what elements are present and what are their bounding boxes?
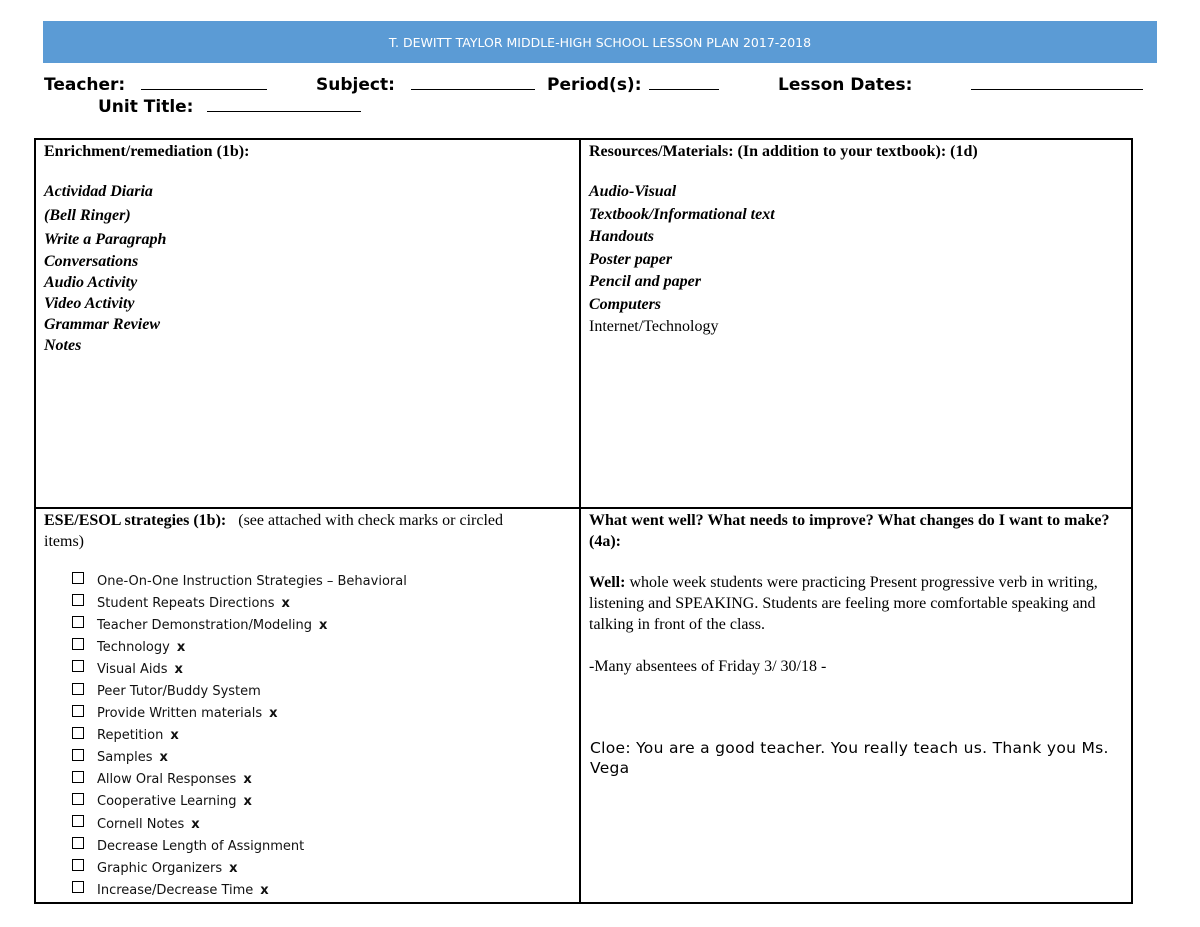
resource-item: Handouts xyxy=(589,228,654,245)
checklist-item xyxy=(72,680,407,702)
check-mark: x xyxy=(229,860,238,876)
check-mark: x xyxy=(174,661,183,677)
ese-cell xyxy=(44,510,574,552)
grid-divider-vertical xyxy=(579,138,581,904)
checklist-label: Allow Oral Responses xyxy=(97,772,237,788)
enrichment-item: Video Activity xyxy=(44,295,135,312)
subject-blank[interactable] xyxy=(411,75,535,90)
enrichment-item: Write a Paragraph xyxy=(44,231,167,248)
ese-note: (see attached with check marks or circled xyxy=(238,512,503,529)
ese-heading: ESE/ESOL strategies (1b): xyxy=(44,512,227,529)
banner-title: T. DEWITT TAYLOR MIDDLE-HIGH SCHOOL LESSON PLAN 2017-2018 xyxy=(388,34,812,50)
period-blank[interactable] xyxy=(649,75,719,90)
subject-field xyxy=(316,75,535,95)
checkbox[interactable] xyxy=(72,660,84,672)
checklist-label: Repetition xyxy=(97,728,164,744)
enrichment-item: Grammar Review xyxy=(44,316,160,333)
checkbox[interactable] xyxy=(72,616,84,628)
teacher-label: Teacher: xyxy=(44,75,126,95)
checklist-label: Student Repeats Directions xyxy=(97,595,275,611)
subject-label: Subject: xyxy=(316,75,395,95)
enrichment-cell xyxy=(44,141,574,356)
resource-item: Pencil and paper xyxy=(589,273,701,290)
lesson-dates-blank-wrap xyxy=(971,75,1143,95)
checklist-item xyxy=(72,614,407,636)
checkbox[interactable] xyxy=(72,705,84,717)
unit-title-field xyxy=(98,97,361,117)
checkbox[interactable] xyxy=(72,749,84,761)
check-mark: x xyxy=(191,816,200,832)
checklist-label: Samples xyxy=(97,750,153,766)
checkbox[interactable] xyxy=(72,727,84,739)
strategy-checklist xyxy=(72,570,407,901)
checklist-item xyxy=(72,791,407,813)
checklist-label: Technology xyxy=(97,639,170,655)
enrichment-item: Notes xyxy=(44,337,82,354)
checklist-label: Cornell Notes xyxy=(97,816,185,832)
enrichment-item: Conversations xyxy=(44,253,139,270)
checklist-item xyxy=(72,747,407,769)
resource-item: Computers xyxy=(589,295,662,313)
checkbox[interactable] xyxy=(72,638,84,650)
checklist-item xyxy=(72,769,407,791)
student-comment: Cloe: You are a good teacher. You really teach us. Thank you Ms. Vega xyxy=(590,739,1109,777)
check-mark: x xyxy=(319,617,328,633)
reflection-cell xyxy=(589,510,1129,677)
teacher-blank[interactable] xyxy=(141,75,267,90)
checkbox[interactable] xyxy=(72,837,84,849)
well-text: whole week students were practicing Present progressive verb in writing, listening and SPEAKING. Students are feeling more comfortable speaking and talking in front of the class. xyxy=(589,574,1098,633)
resources-cell xyxy=(589,141,1125,337)
check-mark: x xyxy=(159,750,168,766)
checklist-label: Graphic Organizers xyxy=(97,860,223,876)
enrichment-heading: Enrichment/remediation (1b): xyxy=(44,143,250,160)
checkbox[interactable] xyxy=(72,594,84,606)
checklist-item xyxy=(72,570,407,592)
checklist-label: One-On-One Instruction Strategies – Behavioral xyxy=(97,573,407,589)
checklist-item xyxy=(72,879,407,901)
checklist-item xyxy=(72,658,407,680)
checklist-item xyxy=(72,813,407,835)
lesson-dates-blank[interactable] xyxy=(971,75,1143,90)
well-paragraph xyxy=(589,572,1129,635)
well-label: Well: xyxy=(589,574,626,591)
checklist-item xyxy=(72,725,407,747)
checklist-label: Decrease Length of Assignment xyxy=(97,838,305,854)
resource-item: Textbook/Informational text xyxy=(589,205,775,223)
checkbox[interactable] xyxy=(72,793,84,805)
check-mark: x xyxy=(281,595,290,611)
absentees-note: -Many absentees of Friday 3/ 30/18 - xyxy=(589,658,827,675)
checkbox[interactable] xyxy=(72,815,84,827)
enrichment-item: (Bell Ringer) xyxy=(44,207,131,224)
checklist-label: Cooperative Learning xyxy=(97,794,237,810)
lesson-dates-field xyxy=(778,75,912,95)
checkbox[interactable] xyxy=(72,683,84,695)
checkbox[interactable] xyxy=(72,881,84,893)
resource-item: Audio-Visual xyxy=(589,183,677,200)
checkbox[interactable] xyxy=(72,572,84,584)
resource-item: Poster paper xyxy=(589,250,673,268)
checklist-item xyxy=(72,857,407,879)
reflection-heading: What went well? What needs to improve? What changes do I want to make? (4a): xyxy=(589,512,1110,550)
checklist-item xyxy=(72,703,407,725)
checklist-item xyxy=(72,835,407,857)
check-mark: x xyxy=(170,728,179,744)
unit-title-label: Unit Title: xyxy=(98,97,194,117)
resource-item-plain: Internet/Technology xyxy=(589,318,719,335)
period-field xyxy=(547,75,719,95)
period-label: Period(s): xyxy=(547,75,642,95)
grid-divider-horizontal xyxy=(34,507,1133,509)
unit-title-blank[interactable] xyxy=(207,97,361,112)
enrichment-item: Actividad Diaria xyxy=(44,183,153,200)
checklist-label: Peer Tutor/Buddy System xyxy=(97,684,261,700)
checklist-item xyxy=(72,636,407,658)
check-mark: x xyxy=(243,772,252,788)
checklist-label: Visual Aids xyxy=(97,661,168,677)
check-mark: x xyxy=(176,639,186,655)
checklist-item xyxy=(72,592,407,614)
resources-heading: Resources/Materials: (In addition to your textbook): (1d) xyxy=(589,143,978,160)
checklist-label: Increase/Decrease Time xyxy=(97,882,254,898)
lesson-dates-label: Lesson Dates: xyxy=(778,75,913,95)
check-mark: x xyxy=(269,706,278,722)
checklist-label: Teacher Demonstration/Modeling xyxy=(97,617,313,633)
ese-note-cont: items) xyxy=(44,533,84,550)
checkbox[interactable] xyxy=(72,859,84,871)
checklist-label: Provide Written materials xyxy=(97,706,263,722)
check-mark: x xyxy=(260,882,269,898)
enrichment-item: Audio Activity xyxy=(44,274,138,291)
check-mark: x xyxy=(243,794,252,810)
checkbox[interactable] xyxy=(72,771,84,783)
teacher-field xyxy=(44,75,267,95)
page-banner xyxy=(43,21,1157,63)
